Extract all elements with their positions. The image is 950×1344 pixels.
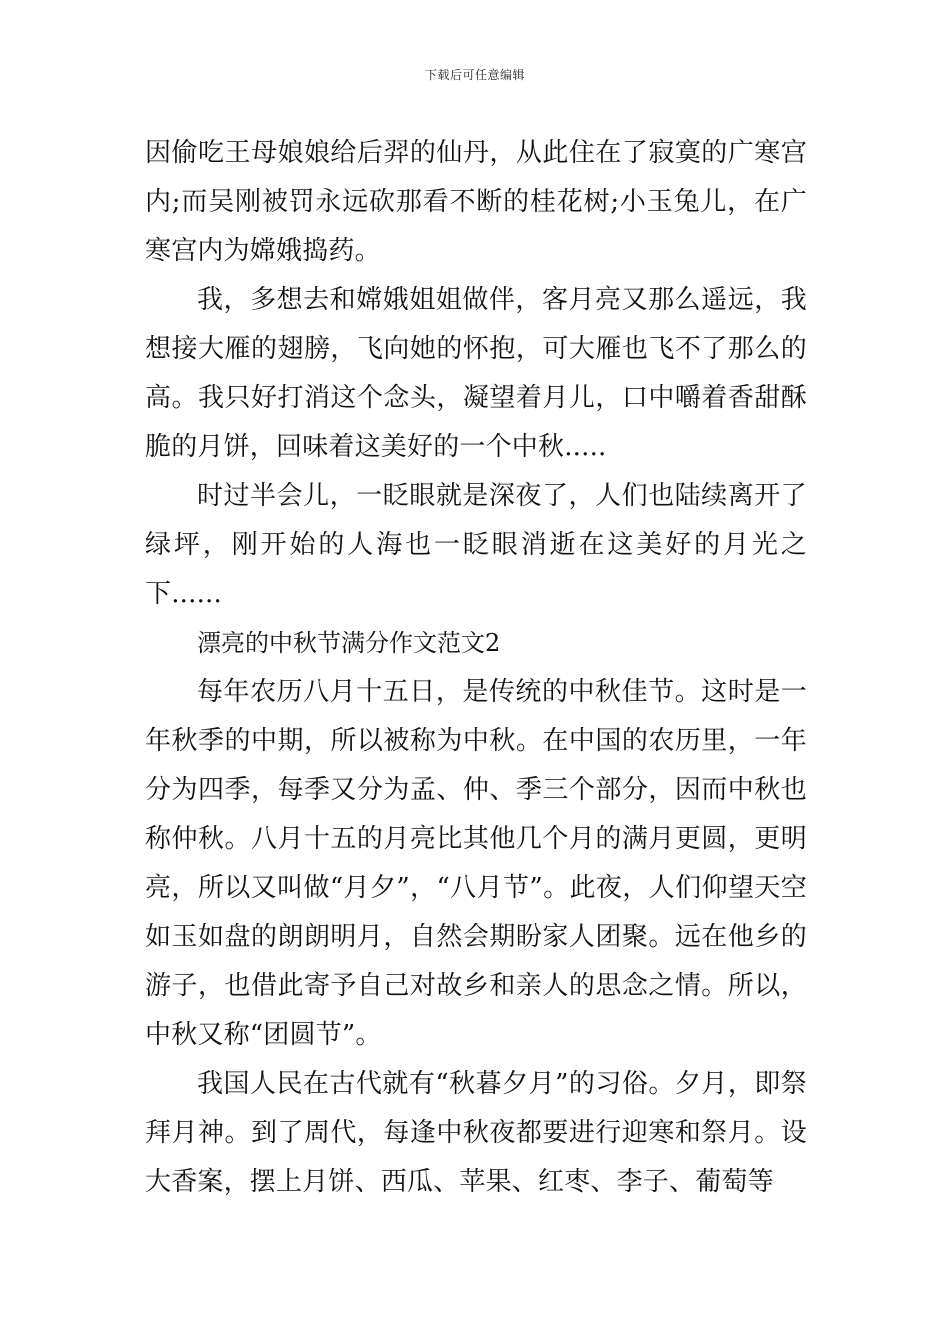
paragraph-2: 我，多想去和嫦娥姐姐做伴，客月亮又那么遥远，我想接大雁的翅膀，飞向她的怀抱，可大雁也飞不了那么的高。我只好打消这个念头，凝望着月儿，口中嚼着香甜酥脆的月饼，回味着这美好的一个中秋..... [145,285,807,462]
paragraph-3: 时过半会儿，一眨眼就是深夜了，人们也陆续离开了绿坪，刚开始的人海也一眨眼消逝在这美好的月光之下...... [145,481,807,609]
page-header-note: 下载后可任意编辑 [424,68,525,82]
paragraph-4: 每年农历八月十五日，是传统的中秋佳节。这时是一年秋季的中期，所以被称为中秋。在中国的农历里，一年分为四季，每季又分为孟、仲、季三个部分，因而中秋也称仲秋。八月十五的月亮比其他几个月的满月更圆，更明亮，所以又叫做“月夕”，“八月节”。此夜，人们仰望天空如玉如盘的朗朗明月，自然会期盼家人团聚。远在他乡的游子，也借此寄予自己对故乡和亲人的思念之情。所以，中秋又称“团圆节”。 [145,677,807,1050]
paragraph-5: 我国人民在古代就有“秋暮夕月”的习俗。夕月，即祭拜月神。到了周代，每逢中秋夜都要进行迎寒和祭月。设大香案，摆上月饼、西瓜、苹果、红枣、李子、葡萄等 [145,1069,807,1197]
paragraph-1: 因偷吃王母娘娘给后羿的仙丹，从此住在了寂寞的广寒宫内;而吴刚被罚永远砍那看不断的桂花树;小玉兔儿，在广寒宫内为嫦娥捣药。 [145,138,807,266]
document-body [145,129,807,1207]
section-heading: 漂亮的中秋节满分作文范文2 [197,629,501,657]
